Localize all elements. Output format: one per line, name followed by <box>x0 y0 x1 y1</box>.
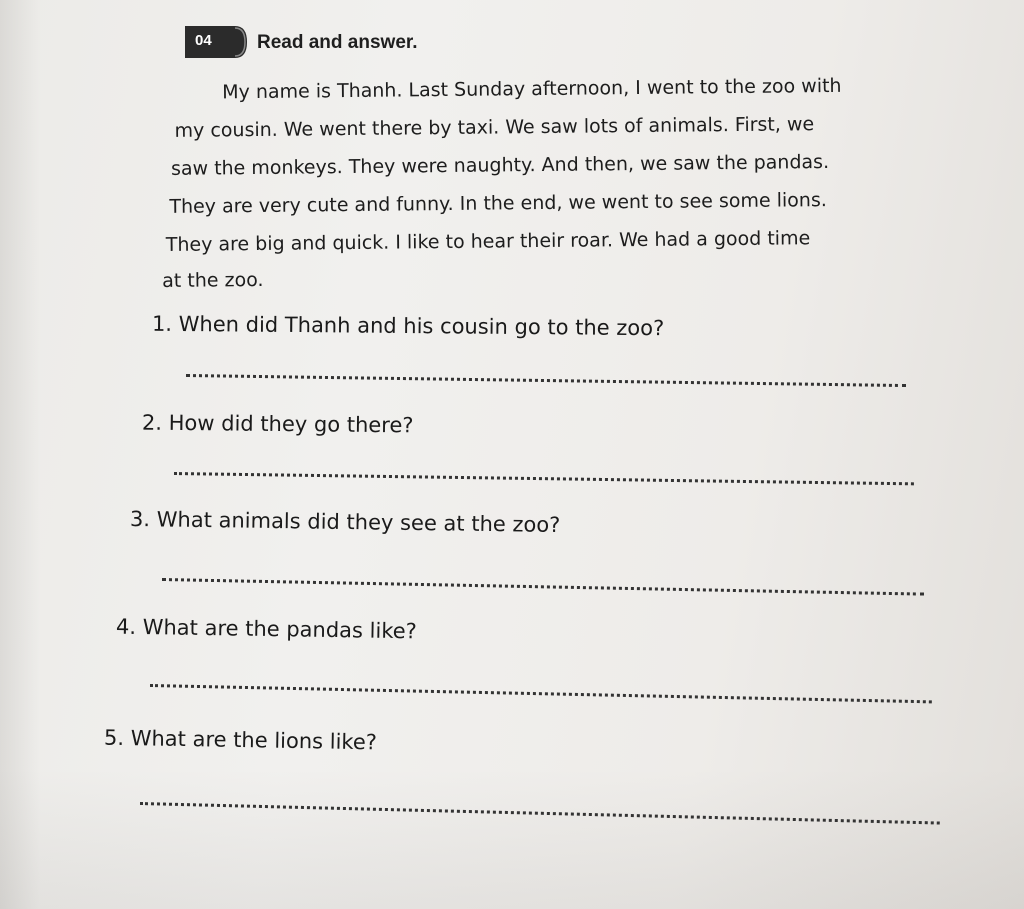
exercise-number: 04 <box>195 32 212 49</box>
question-2: 2. How did they go there? <box>141 410 414 438</box>
question-4: 4. What are the pandas like? <box>115 614 417 644</box>
page-shadow-bottom <box>0 769 1024 909</box>
passage-line: my cousin. We went there by taxi. We saw lots of animals. First, we <box>174 113 815 142</box>
exercise-title: Read and answer. <box>257 32 418 53</box>
passage-line: My name is Thanh. Last Sunday afternoon, I went to the zoo with <box>222 74 842 104</box>
passage-line: at the zoo. <box>162 268 264 292</box>
answer-line-2[interactable] <box>174 472 914 485</box>
question-3: 3. What animals did they see at the zoo? <box>129 506 561 538</box>
answer-line-3[interactable] <box>162 578 924 596</box>
passage-line: saw the monkeys. They were naughty. And then, we saw the pandas. <box>170 150 830 180</box>
question-1: 1. When did Thanh and his cousin go to the zoo? <box>151 311 665 341</box>
passage-line: They are big and quick. I like to hear their roar. We had a good time <box>165 227 811 256</box>
reading-passage <box>160 64 950 292</box>
question-5: 5. What are the lions like? <box>103 725 378 755</box>
passage-line: They are very cute and funny. In the end, we went to see some lions. <box>169 189 827 218</box>
exercise-number-badge <box>185 26 251 58</box>
answer-line-1[interactable] <box>186 374 906 387</box>
answer-line-4[interactable] <box>150 684 932 703</box>
